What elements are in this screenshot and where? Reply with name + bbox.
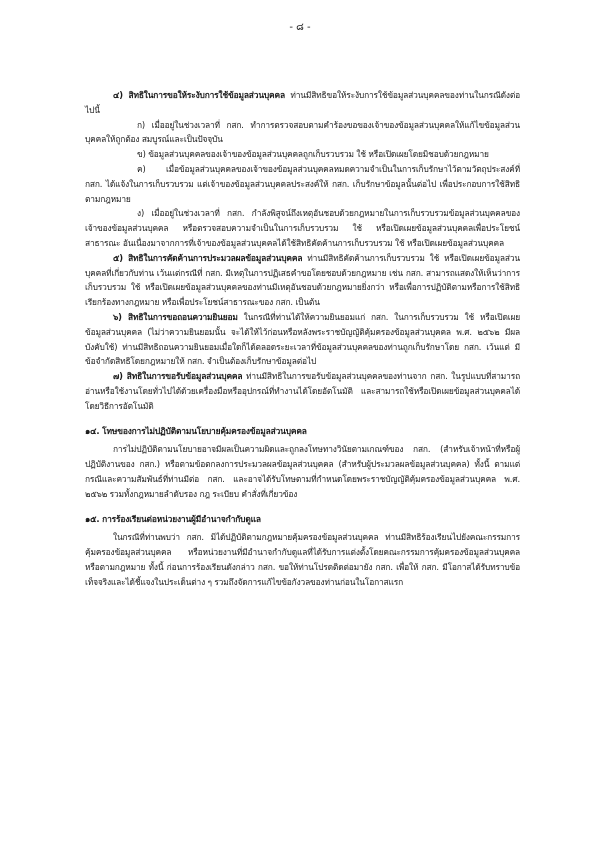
page-number: - ๘ - <box>289 22 311 33</box>
right-4-intro <box>85 88 520 118</box>
right-6 <box>85 310 520 369</box>
right-6-heading: ๖) สิทธิในการขอถอนความยินยอม <box>113 311 238 322</box>
section-14-title: ๑๔. โทษของการไม่ปฏิบัติตามนโยบายคุ้มครองข้อมูลส่วนบุคคล <box>85 425 307 436</box>
section-15-title: ๑๕. การร้องเรียนต่อหน่วยงานผู้มีอำนาจกำกับดูแล <box>85 513 261 524</box>
right-5-heading: ๕) สิทธิในการคัดค้านการประมวลผลข้อมูลส่วนบุคคล <box>113 252 303 263</box>
right-4-text: ท่านมีสิทธิขอให้ระงับการใช้ข้อมูลส่วนบุคคลของท่านในกรณีดังต่อไปนี้ <box>85 90 521 115</box>
right-5 <box>85 251 520 310</box>
right-6-text: ในกรณีที่ท่านได้ให้ความยินยอมแก่ กสก. ในการเก็บรวบรวม ใช้ หรือเปิดเผยข้อมูลส่วนบุคคล (ไม่ว่าความยินยอมนั้น จะได้ให้ไว้ก่อนหรือหลังพระราชบัญญัติคุ้มครองข้อมูลส่วนบุคคล พ.ศ. ๒๕๖๒ มีผลบังคับใช้) ท่านมีสิทธิถอนความยินยอมเมื่อใดก็ได้ตลอดระยะเวลาที่ข้อมูลส่วนบุคคลของท่านถูกเก็บรักษาโดย กสก. เว้นแต่ มีข้อจำกัดสิทธิโดยกฎหมายให้ กสก. จำเป็นต้องเก็บรักษาข้อมูลต่อไป <box>85 311 520 367</box>
right-4-item-d: ง) เมื่ออยู่ในช่วงเวลาที่ กสก. กำลังพิสูจน์ถึงเหตุอันชอบด้วยกฎหมายในการเก็บรวบรวมข้อมูลส่วนบุคคลของเจ้าของข้อมูลส่วนบุคคล หรือตรวจสอบความจำเป็นในการเก็บรวบรวม ใช้ หรือเปิดเผยข้อมูลส่วนบุคคลเพื่อประโยชน์สาธารณะ อันเนื่องมาจากการที่เจ้าของข้อมูลส่วนบุคคลได้ใช้สิทธิคัดค้านการเก็บรวบรวม ใช้ หรือเปิดเผยข้อมูลส่วนบุคคล <box>85 208 520 248</box>
right-4-item-b: ข) ข้อมูลส่วนบุคคลของเจ้าของข้อมูลส่วนบุคคลถูกเก็บรวบรวม ใช้ หรือเปิดเผยโดยมิชอบด้วยกฎหมาย <box>137 149 489 160</box>
right-5-text: ท่านมีสิทธิคัดค้านการเก็บรวบรวม ใช้ หรือเปิดเผยข้อมูลส่วนบุคคลที่เกี่ยวกับท่าน เว้นแต่กรณีที่ กสก. มีเหตุในการปฏิเสธคำขอโดยชอบด้วยกฎหมาย เช่น กสก. สามารถแสดงให้เห็นว่าการเก็บรวบรวม ใช้ หรือเปิดเผยข้อมูลส่วนบุคคลของท่านมีเหตุอันชอบด้วยกฎหมายยิ่งกว่า หรือเพื่อการปฏิบัติตามหรือการใช้สิทธิเรียกร้องทางกฎหมาย หรือเพื่อประโยชน์สาธารณะของ กสก. เป็นต้น <box>85 252 520 308</box>
right-7-text: ท่านมีสิทธิในการขอรับข้อมูลส่วนบุคคลของท่านจาก กสก. ในรูปแบบที่สามารถอ่านหรือใช้งานโดยทั่วไปได้ด้วยเครื่องมือหรืออุปกรณ์ที่ทำงานได้โดยอัตโนมัติ และสามารถใช้หรือเปิดเผยข้อมูลส่วนบุคคลได้โดยวิธีการอัตโนมัติ <box>85 371 520 411</box>
document-body <box>85 88 520 590</box>
right-4-heading: ๔) สิทธิในการขอให้ระงับการใช้ข้อมูลส่วนบุคคล <box>113 90 285 100</box>
section-14-text: การไม่ปฏิบัติตามนโยบายอาจมีผลเป็นความผิดและถูกลงโทษทางวินัยตามเกณฑ์ของ กสก. (สำหรับเจ้าหน้าที่หรือผู้ปฏิบัติงานของ กสก.) หรือตามข้อตกลงการประมวลผลข้อมูลส่วนบุคคล (สำหรับผู้ประมวลผลข้อมูลส่วนบุคคล) ทั้งนี้ ตามแต่กรณีและความสัมพันธ์ที่ท่านมีต่อ กสก. และอาจได้รับโทษตามที่กำหนดโดยพระราชบัญญัติคุ้มครองข้อมูลส่วนบุคคล พ.ศ. ๒๕๖๒ รวมทั้งกฎหมายลำดับรอง กฎ ระเบียบ คำสั่งที่เกี่ยวข้อง <box>85 444 520 499</box>
right-4-item-a: ก) เมื่ออยู่ในช่วงเวลาที่ กสก. ทำการตรวจสอบตามคำร้องขอของเจ้าของข้อมูลส่วนบุคคลให้แก้ไขข้อมูลส่วนบุคคลให้ถูกต้อง สมบูรณ์และเป็นปัจจุบัน <box>85 119 520 145</box>
section-15-text: ในกรณีที่ท่านพบว่า กสก. มิได้ปฏิบัติตามกฎหมายคุ้มครองข้อมูลส่วนบุคคล ท่านมีสิทธิร้องเรียนไปยังคณะกรรมการคุ้มครองข้อมูลส่วนบุคคล หรือหน่วยงานที่มีอำนาจกำกับดูแลที่ได้รับการแต่งตั้งโดยคณะกรรมการคุ้มครองข้อมูลส่วนบุคคลหรือตามกฎหมาย ทั้งนี้ ก่อนการร้องเรียนดังกล่าว กสก. ขอให้ท่านโปรดติดต่อมายัง กสก. เพื่อให้ กสก. มีโอกาสได้รับทราบข้อเท็จจริงและได้ชี้แจงในประเด็นต่าง ๆ รวมถึงจัดการแก้ไขข้อกังวลของท่านก่อนในโอกาสแรก <box>85 532 520 587</box>
right-7 <box>85 369 520 413</box>
right-7-heading: ๗) สิทธิในการขอรับข้อมูลส่วนบุคคล <box>113 371 243 382</box>
right-4-item-c: ค) เมื่อข้อมูลส่วนบุคคลของเจ้าของข้อมูลส่วนบุคคลหมดความจำเป็นในการเก็บรักษาไว้ตามวัตถุประสงค์ที่ กสก. ได้แจ้งในการเก็บรวบรวม แต่เจ้าของข้อมูลส่วนบุคคลประสงค์ให้ กสก. เก็บรักษาข้อมูลนั้นต่อไป เพื่อประกอบการใช้สิทธิตามกฎหมาย <box>85 163 520 204</box>
